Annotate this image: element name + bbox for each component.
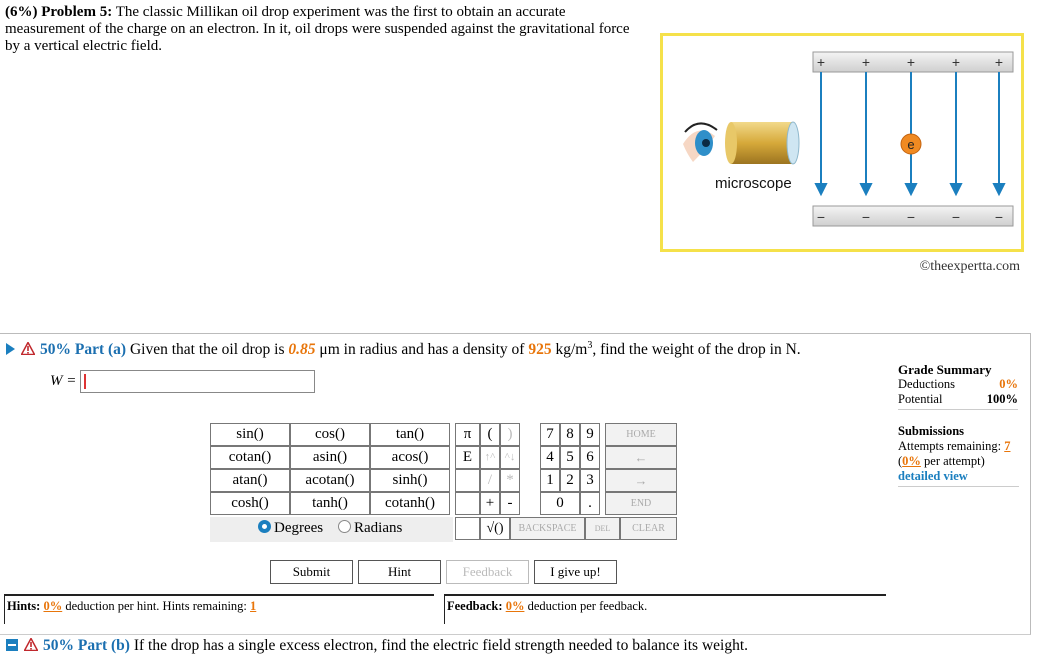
feedback-label: Feedback:: [447, 599, 503, 613]
part-a-superscript: 3: [587, 340, 593, 351]
density-value: 925: [528, 341, 552, 359]
expand-arrow-icon[interactable]: [6, 343, 15, 355]
eye-icon: [683, 123, 717, 162]
tan-key[interactable]: tan(): [370, 423, 450, 446]
submissions-title: Submissions: [898, 424, 965, 438]
problem-text: The classic Millikan oil drop experiment was the first to obtain an accurate measurement of the charge on an electron. In it, oil drops were suspended against the gravitational force by a vertical electric field.: [5, 4, 630, 54]
attempts-value: 7: [1004, 439, 1011, 453]
deductions-label: Deductions: [898, 377, 955, 391]
plus-sign: +: [994, 54, 1004, 70]
blank-key: [455, 469, 480, 492]
minus-sign: −: [861, 209, 871, 225]
feedback-deduction-text: deduction per feedback.: [527, 599, 648, 613]
digit-4-key[interactable]: 4: [540, 446, 560, 469]
minus-key[interactable]: -: [500, 492, 520, 515]
text-cursor: [84, 374, 86, 389]
digit-9-key[interactable]: 9: [580, 423, 600, 446]
copyright-text: ©theexpertta.com: [919, 259, 1020, 274]
plus-sign: +: [816, 54, 826, 70]
part-b-header[interactable]: [6, 637, 748, 655]
digit-1-key[interactable]: 1: [540, 469, 560, 492]
part-a-text-1: Given that the oil drop is: [129, 341, 285, 359]
blank-key: [455, 492, 480, 515]
del-key[interactable]: DEL: [585, 517, 620, 540]
hints-remaining: 1: [250, 599, 257, 613]
problem-label: (6%) Problem 5:: [5, 4, 113, 20]
potential-value: 100%: [986, 392, 1018, 406]
potential-label: Potential: [898, 392, 943, 406]
feedback-panel: [444, 594, 886, 624]
clear-key[interactable]: CLEAR: [620, 517, 677, 540]
acotan-key[interactable]: acotan(): [290, 469, 370, 492]
radio-selected-icon[interactable]: [258, 520, 271, 533]
plus-sign: +: [951, 54, 961, 70]
digit-8-key[interactable]: 8: [560, 423, 580, 446]
end-key[interactable]: END: [605, 492, 677, 515]
pi-key[interactable]: π: [455, 423, 480, 446]
collapse-icon[interactable]: [6, 639, 18, 651]
angle-mode-row: [210, 517, 453, 542]
part-b-text: If the drop has a single excess electron, find the electric field strength needed to balance its weight.: [133, 637, 749, 654]
warning-icon: [21, 342, 35, 355]
hint-deduction-text: deduction per hint. Hints remaining:: [65, 599, 247, 613]
home-key[interactable]: HOME: [605, 423, 677, 446]
problem-statement: [5, 4, 645, 55]
feedback-deduction-value: 0%: [505, 599, 525, 613]
left-arrow-key[interactable]: ←: [605, 446, 677, 469]
millikan-figure: [660, 33, 1024, 252]
grade-summary: [898, 362, 1018, 410]
sin-key[interactable]: sin(): [210, 423, 290, 446]
cotan-key[interactable]: cotan(): [210, 446, 290, 469]
decimal-key[interactable]: .: [580, 492, 600, 515]
minus-sign: −: [951, 209, 961, 225]
hint-deduction-value: 0%: [43, 599, 63, 613]
potential-row: [898, 392, 1018, 407]
attempts-label: Attempts remaining:: [898, 439, 1002, 453]
minus-sign: −: [906, 209, 916, 225]
sinh-key[interactable]: sinh(): [370, 469, 450, 492]
give-up-button[interactable]: I give up!: [534, 560, 617, 584]
hint-button[interactable]: Hint: [358, 560, 441, 584]
radius-value: 0.85: [288, 341, 316, 359]
sqrt-key[interactable]: √(): [480, 517, 510, 540]
multiply-key[interactable]: *: [500, 469, 520, 492]
right-arrow-key[interactable]: →: [605, 469, 677, 492]
per-attempt-row: (0% per attempt): [898, 454, 985, 468]
feedback-button[interactable]: Feedback: [446, 560, 529, 584]
radio-unselected-icon[interactable]: [338, 520, 351, 533]
atan-key[interactable]: atan(): [210, 469, 290, 492]
plus-sign: +: [906, 54, 916, 70]
down-arrow-key[interactable]: ^↓: [500, 446, 520, 469]
radians-label: Radians: [354, 520, 403, 536]
grade-summary-title: Grade Summary: [898, 362, 992, 377]
cos-key[interactable]: cos(): [290, 423, 370, 446]
plus-sign: +: [861, 54, 871, 70]
minus-sign: −: [994, 209, 1004, 225]
divider: [898, 409, 1018, 410]
minus-sign: −: [816, 209, 826, 225]
digit-5-key[interactable]: 5: [560, 446, 580, 469]
radians-option[interactable]: [338, 520, 402, 537]
per-attempt-value: 0%: [902, 454, 921, 468]
millikan-diagram: [663, 36, 1021, 249]
degrees-label: Degrees: [274, 520, 324, 536]
part-b-percent: 50% Part (b): [43, 637, 130, 654]
cotanh-key[interactable]: cotanh(): [370, 492, 450, 515]
submissions-panel: [898, 424, 1019, 487]
acos-key[interactable]: acos(): [370, 446, 450, 469]
deductions-value: 0%: [999, 377, 1018, 391]
attempts-row: [898, 439, 1019, 454]
e-key[interactable]: E: [455, 446, 480, 469]
part-a-text-2: μm in radius and has a density of: [319, 341, 525, 359]
field-lines: [816, 72, 1004, 194]
answer-label: W =: [50, 373, 77, 389]
answer-input[interactable]: [80, 370, 315, 393]
submit-button[interactable]: Submit: [270, 560, 353, 584]
part-a-text-4: , find the weight of the drop in N.: [592, 341, 801, 359]
open-paren-key[interactable]: (: [480, 423, 500, 446]
part-a-text-3: kg/m: [555, 341, 588, 359]
digit-6-key[interactable]: 6: [580, 446, 600, 469]
hints-panel: [4, 594, 434, 624]
part-a-header: [6, 340, 801, 359]
microscope-label: microscope: [715, 175, 792, 192]
close-paren-key[interactable]: ): [500, 423, 520, 446]
backspace-key[interactable]: BACKSPACE: [510, 517, 585, 540]
up-arrow-key[interactable]: ↑^: [480, 446, 500, 469]
hints-label: Hints:: [7, 599, 41, 613]
warning-icon: [24, 638, 38, 651]
microscope-body: [731, 122, 793, 164]
degrees-option[interactable]: [258, 520, 323, 537]
electron-label: e: [907, 137, 915, 152]
digit-3-key[interactable]: 3: [580, 469, 600, 492]
asin-key[interactable]: asin(): [290, 446, 370, 469]
plus-key[interactable]: +: [480, 492, 500, 515]
per-attempt-label: per attempt): [924, 454, 985, 468]
blank-key: [455, 517, 480, 540]
divide-key[interactable]: /: [480, 469, 500, 492]
cosh-key[interactable]: cosh(): [210, 492, 290, 515]
digit-7-key[interactable]: 7: [540, 423, 560, 446]
detailed-view-link[interactable]: detailed view: [898, 469, 968, 483]
deductions-row: [898, 377, 1018, 392]
part-a-percent: 50% Part (a): [40, 341, 127, 359]
tanh-key[interactable]: tanh(): [290, 492, 370, 515]
digit-2-key[interactable]: 2: [560, 469, 580, 492]
digit-0-key[interactable]: 0: [540, 492, 580, 515]
